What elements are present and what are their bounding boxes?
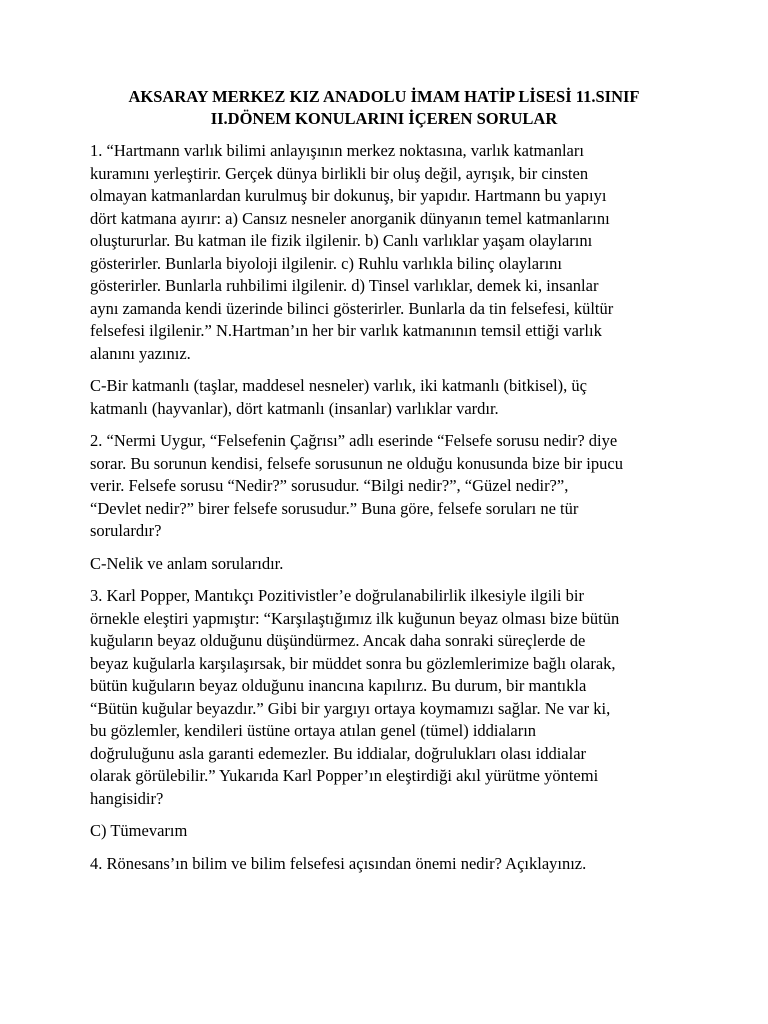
text-line: “Bütün kuğular beyazdır.” Gibi bir yargıyı ortaya koymamızı sağlar. Ne var ki, <box>90 698 611 718</box>
text-line: alanını yazınız. <box>90 343 191 363</box>
text-line: C) Tümevarım <box>90 821 188 840</box>
text-line: 2. “Nermi Uygur, “Felsefenin Çağrısı” adlı eserinde “Felsefe sorusu nedir? diye <box>90 431 618 450</box>
document-body <box>90 140 690 885</box>
text-line: gösterirler. Bunlarla biyoloji ilgilenir. c) Ruhlu varlıkla bilinç olaylarını <box>90 253 562 273</box>
text-line: beyaz kuğularla karşılaşırsak, bir müddet sonra bu gözlemlerimize bağlı olarak, <box>90 653 616 673</box>
text-line: sorulardır? <box>90 521 162 540</box>
title-line: AKSARAY MERKEZ KIZ ANADOLU İMAM HATİP LİSESİ 11.SINIF <box>128 87 640 106</box>
text-line: doğruluğunu asla garanti edemezler. Bu iddialar, doğrulukları olası iddialar <box>90 743 587 763</box>
text-line: verir. Felsefe sorusu “Nedir?” sorusudur. “Bilgi nedir?”, “Güzel nedir?”, <box>90 476 569 495</box>
text-line: 4. Rönesans’ın bilim ve bilim felsefesi açısından önemi nedir? Açıklayınız. <box>90 853 587 873</box>
text-line: olarak görülebilir.” Yukarıda Karl Popper’ın eleştirdiği akıl yürütme yöntemi <box>90 766 599 785</box>
answer-2 <box>90 553 690 576</box>
page-title <box>80 86 688 130</box>
question-1 <box>90 140 690 365</box>
answer-1 <box>90 375 690 420</box>
question-2 <box>90 430 690 543</box>
answer-3 <box>90 820 690 843</box>
text-line: “Devlet nedir?” birer felsefe sorusudur.” Buna göre, felsefe soruları ne tür <box>90 498 579 518</box>
text-line: 3. Karl Popper, Mantıkçı Pozitivistler’e doğrulanabilirlik ilkesiyle ilgili bir <box>90 586 584 605</box>
text-line: dört katmana ayırır: a) Cansız nesneler anorganik dünyanın temel katmanlarını <box>90 208 610 228</box>
text-line: bu gözlemler, kendileri üstüne ortaya atılan genel (tümel) iddiaların <box>90 721 537 740</box>
text-line: gösterirler. Bunlarla ruhbilimi ilgilenir. d) Tinsel varlıklar, demek ki, insanlar <box>90 276 599 295</box>
text-line: C-Bir katmanlı (taşlar, maddesel nesneler) varlık, iki katmanlı (bitkisel), üç <box>90 376 587 395</box>
title-line: II.DÖNEM KONULARINI İÇEREN SORULAR <box>210 109 558 128</box>
text-line: kuğuların beyaz olduğunu düşündürmez. Ancak daha sonraki süreçlerde de <box>90 631 586 650</box>
text-line: örnekle eleştiri yapmıştır: “Karşılaştığımız ilk kuğunun beyaz olması bize bütün <box>90 608 620 628</box>
text-line: aynı zamanda kendi üzerinde bilinci gösterirler. Bunlarla da tin felsefesi, kültür <box>90 298 614 318</box>
text-line: olmayan katmanlardan kurulmuş bir dokunuş, bir yapıdır. Hartmann bu yapıyı <box>90 186 607 205</box>
text-line: felsefesi ilgilenir.” N.Hartman’ın her bir varlık katmanının temsil ettiği varlık <box>90 321 602 340</box>
text-line: oluştururlar. Bu katman ile fizik ilgilenir. b) Canlı varlıklar yaşam olaylarını <box>90 231 593 250</box>
question-4 <box>90 853 690 876</box>
text-line: katmanlı (hayvanlar), dört katmanlı (insanlar) varlıklar vardır. <box>90 398 499 418</box>
text-line: hangisidir? <box>90 788 164 808</box>
question-3 <box>90 585 690 810</box>
text-line: bütün kuğuların beyaz olduğunu inancına kapılırız. Bu durum, bir mantıkla <box>90 676 587 695</box>
text-line: 1. “Hartmann varlık bilimi anlayışının merkez noktasına, varlık katmanları <box>90 141 584 160</box>
text-line: C-Nelik ve anlam sorularıdır. <box>90 553 284 573</box>
text-line: sorar. Bu sorunun kendisi, felsefe sorusunun ne olduğu konusunda bize bir ipucu <box>90 453 623 473</box>
text-line: kuramını yerleştirir. Gerçek dünya birlikli bir oluş değil, ayrışık, bir cinsten <box>90 163 589 183</box>
